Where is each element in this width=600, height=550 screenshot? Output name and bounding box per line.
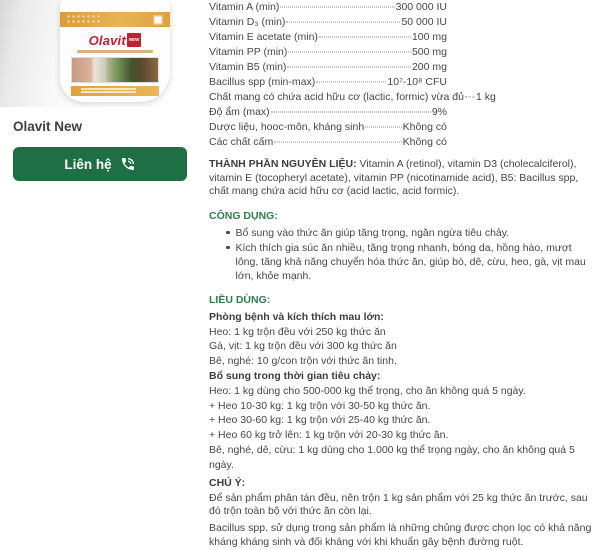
product-image[interactable] [0,0,201,107]
dosage-line: + Heo 60 kg trở lên: 1 kg trộn với 20-30 kg thức ăn. [209,429,449,442]
spec-label: Các chất cấm [209,136,274,148]
spec-label: Vitamin PP (min) [209,46,288,58]
spec-label: Vitamin E acetate (min) [209,31,318,43]
bag-label [60,27,170,96]
spec-row [209,46,447,61]
dosage-diarrhea-heading: Bổ sung trong thời gian tiêu chảy: [209,369,381,382]
spec-label: Độ ẩm (max) [209,106,270,118]
spec-row [209,91,496,106]
spec-label: Vitamin D₃ (min) [209,16,286,28]
spec-value: Không có [402,121,447,133]
dotted-leader [287,67,411,68]
new-badge: NEW [127,33,142,47]
bag-bottom-band [71,86,159,96]
spec-label: Chất mang có chứa acid hữu cơ (lactic, formic) vừa đủ [209,91,464,103]
dotted-leader [365,127,401,128]
product-details-column [201,0,600,549]
bag-brand-row [60,33,170,47]
spec-label: Bacillus spp (min-max) [209,76,316,88]
spec-row [209,61,447,76]
spec-value: 200 mg [411,61,447,73]
spec-row [209,31,447,46]
dotted-leader [316,82,386,83]
usage-heading: CÔNG DỤNG: [209,209,278,222]
product-summary-column [0,0,201,481]
usage-bullet-text: Kích thích gia súc ăn nhiều, tăng trọng nhanh, bóng da, hồng hào, mượt lông, tăng khả năng chuyển hóa thức ăn, giúp bò, dê, cừu, heo, gà, vịt mau lớn, khỏe mạnh. [235,241,586,282]
dotted-leader [286,22,400,23]
spec-value: 300 000 IU [395,1,447,13]
bag-tagline-bar [77,50,153,53]
spec-value: Không có [402,136,447,148]
note-paragraph: Để sản phẩm phân tán đều, nên trộn 1 kg sản phẩm với 25 kg thức ăn trước, sau đó trộn toàn bộ với thức ăn còn lại. [209,491,588,518]
contact-button-label: Liên hệ [64,156,112,172]
dosage-line: Gà, vịt: 1 kg trộn đều với 300 kg thức ăn [209,340,397,353]
ingredients-heading: THÀNH PHẦN NGUYÊN LIỆU: [209,158,357,170]
usage-bullet [209,226,595,240]
spec-row [209,16,447,31]
phone-icon [120,156,136,172]
spec-row [209,76,447,91]
dosage-heading: LIỀU DÙNG: [209,293,271,306]
spec-value: 1 kg [475,91,496,103]
bullet-dot [226,246,230,250]
spec-label: Dược liệu, hooc-môn, kháng sinh [209,121,365,133]
ingredients-text: Vitamin A (retinol), vitamin D3 (cholecalciferol), vitamin E (tocopheryl acetate), vitamin PP (nicotinamide acid), B5: Bacillus spp, chất mang chứa acid hữu cơ (acid lactic, acid formic). [209,158,579,197]
dosage-line: Bê, nghé, dê, cừu: 1 kg dùng cho 1.000 kg thể trọng ngày, cho ăn không quá 5 ngày. [209,444,575,471]
product-title: Olavit New [13,119,83,134]
spec-row [209,1,447,16]
contact-button[interactable] [13,147,187,181]
dotted-leader [319,37,411,38]
usage-bullet-text: Bổ sung vào thức ăn giúp tăng trọng, ngăn ngừa tiêu chảy. [235,226,510,239]
spec-label: Vitamin B5 (min) [209,61,287,73]
dosage-line: + Heo 30-60 kg: 1 kg trộn với 25-40 kg thức ăn. [209,414,431,427]
spec-row [209,121,447,136]
spec-value: 500 mg [411,46,447,58]
dotted-leader [288,52,411,53]
spec-row [209,106,447,121]
dosage-line: + Heo 10-30 kg: 1 kg trộn với 30-50 kg thức ăn. [209,399,431,412]
dotted-leader [280,7,394,8]
notes-heading: CHÚ Ý: [209,476,246,489]
note-paragraph: Bacillus spp. sử dụng trong sản phẩm là những chủng được chọn lọc có khả năng kháng kháng sinh và đối kháng với khi khuẩn gây bệnh đường ruột. [209,522,592,549]
dosage-prevention-heading: Phòng bệnh và kích thích mau lớn: [209,310,384,323]
spec-row [209,136,447,151]
dotted-leader [274,142,401,143]
spec-value: 10⁷-10⁸ CFU [387,76,447,88]
bullet-dot [226,231,230,235]
dosage-line: Bê, nghé: 10 g/con trộn với thức ăn tinh. [209,355,397,368]
spec-value: 100 mg [411,31,447,43]
dotted-leader [271,112,431,113]
brand-logo: Olavit [88,33,126,48]
spec-list [209,1,496,151]
dosage-line: Heo: 1 kg dùng cho 500-000 kg thể trọng, cho ăn không quá 5 ngày. [209,384,526,397]
spec-label: Vitamin A (min) [209,1,280,13]
spec-value: 9% [431,106,447,118]
dosage-line: Heo: 1 kg trộn đều với 250 kg thức ăn [209,325,386,338]
product-bag-illustration [60,0,170,102]
usage-bullet [209,241,595,283]
dotted-leader [465,97,475,98]
bag-top-band [60,12,170,27]
bag-animals-photo [71,57,159,83]
ingredients-paragraph [209,158,595,199]
spec-value: 50 000 IU [401,16,447,28]
